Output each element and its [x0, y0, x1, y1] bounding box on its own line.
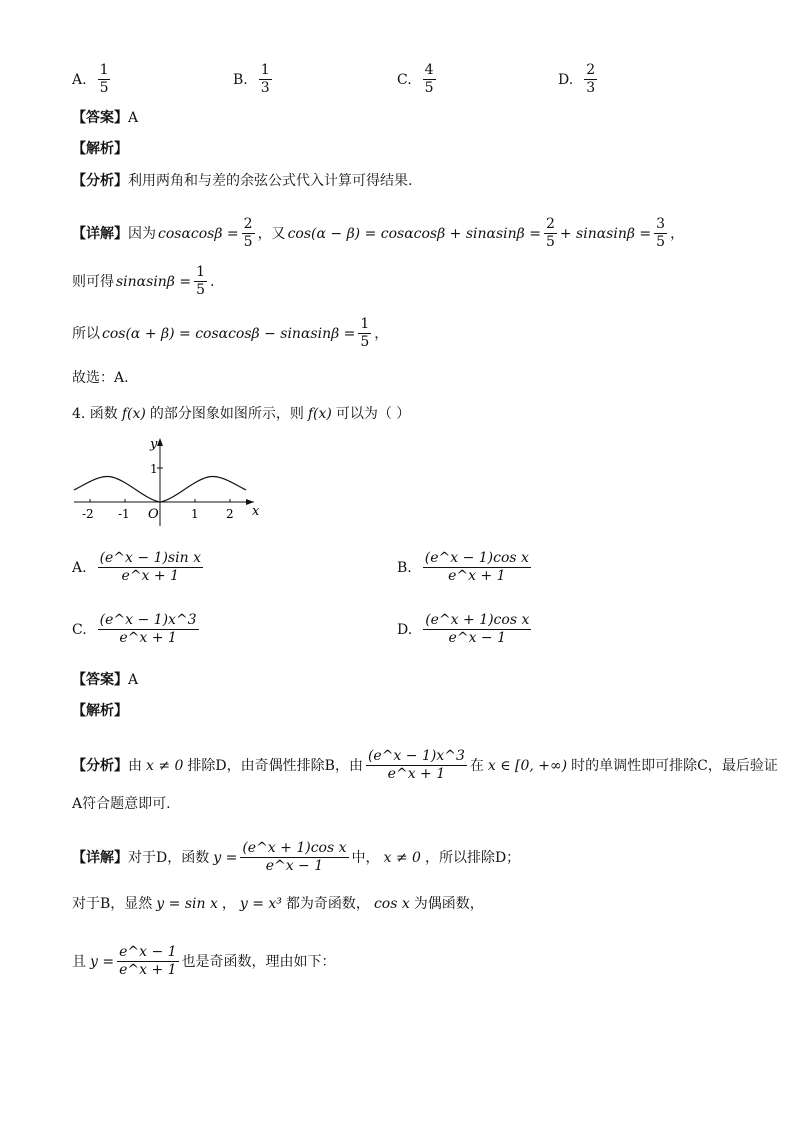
fenxi-tag: 【分析】 [72, 173, 128, 189]
y-tick-label: 1 [150, 462, 158, 476]
q4-detail-line-2 [72, 894, 484, 914]
fraction: $\frac{(e\^{}x - 1)x\^{}3}{e\^{}x + 1}$ [367, 748, 465, 782]
fenxi-text: 利用两角和与差的余弦公式代入计算可得结果. [128, 173, 413, 189]
q4-fenxi-line-2 [72, 794, 171, 814]
text: . [210, 273, 215, 290]
option-label: A. [72, 71, 87, 88]
formula: cos(α − β) = cosαcosβ + sinαsinβ = [287, 225, 541, 242]
fraction: $\frac{2}{5}$ [545, 216, 555, 250]
q4-option-c [72, 612, 202, 647]
q4-option-d [397, 612, 534, 647]
q3-detail-line-1 [72, 216, 684, 251]
fraction: $\frac{2}{5}$ [243, 216, 253, 250]
q3-fenxi-line [72, 171, 412, 191]
q4-option-b [397, 550, 534, 585]
option-fraction: $\frac{1}{3}$ [260, 62, 270, 96]
formula: sinαsinβ = [116, 273, 192, 290]
x-tick-label: -2 [82, 507, 94, 521]
text: ， [221, 896, 236, 912]
fenxi-tag: 【分析】 [72, 757, 128, 774]
option-label: B. [233, 71, 248, 88]
q4-analysis-heading [72, 701, 128, 721]
formula: cosαcosβ = [158, 225, 239, 242]
answer-value: A [128, 672, 139, 688]
x-tick-label: -1 [118, 507, 130, 521]
formula: y = sin x [156, 896, 218, 912]
text: ，又 [257, 225, 286, 242]
fraction: $\frac{1}{5}$ [196, 264, 206, 298]
option-label: B. [397, 559, 412, 576]
q3-option-a [72, 62, 113, 97]
formula: x ∈ [0, +∞) [487, 757, 568, 774]
text: 也是奇函数，理由如下： [181, 953, 336, 970]
text: 在 [469, 757, 484, 774]
option-label: A. [72, 559, 87, 576]
formula: f(x) [307, 406, 332, 422]
option-fraction: $\frac{(e\^{}x - 1)x\^{}3}{e\^{}x + 1}$ [99, 612, 197, 646]
text: 因为 [128, 225, 156, 242]
x-axis-label: x [252, 504, 260, 519]
option-fraction: $\frac{\text{(e\textasciicircum{}x + 1)cos x}}{e\^{}x - 1}$ [425, 612, 530, 646]
option-label: C. [72, 621, 87, 638]
q3-option-d [558, 62, 600, 97]
detail-tag: 【详解】 [72, 849, 128, 866]
conclusion-text: 故选：A. [72, 370, 129, 386]
q4-option-a [72, 550, 206, 585]
q3-option-b [233, 62, 275, 97]
option-fraction: $\frac{2}{3}$ [586, 62, 596, 96]
text: 的部分图象如图所示，则 [149, 406, 304, 422]
q4-fenxi-line-1 [72, 748, 778, 783]
text: 为偶函数， [413, 896, 484, 912]
q3-detail-line-2 [72, 264, 214, 299]
answer-tag: 【答案】 [72, 110, 128, 126]
q3-answer-line [72, 108, 138, 128]
formula: y = [90, 953, 115, 970]
fraction: $\frac{e\^{}x - 1}{e\^{}x + 1}$ [119, 944, 177, 978]
x-tick-label: 2 [226, 507, 234, 521]
text: ， [670, 225, 685, 242]
q4-stem [72, 404, 410, 424]
option-label: C. [397, 71, 412, 88]
q4-function-graph [66, 434, 266, 530]
text: 对于D，函数 [128, 849, 210, 866]
formula: + sinαsinβ = [559, 225, 652, 242]
x-tick-label: 1 [191, 507, 199, 521]
text: 可以为（ ） [335, 406, 411, 422]
option-label: D. [558, 71, 574, 88]
text: 都为奇函数， [285, 896, 370, 912]
option-fraction: $\frac{4}{5}$ [424, 62, 434, 96]
q4-detail-line-1 [72, 840, 520, 875]
q3-option-c [397, 62, 439, 97]
q3-conclusion [72, 368, 129, 388]
text: 且 [72, 953, 86, 970]
answer-tag: 【答案】 [72, 672, 128, 688]
formula: f(x) [121, 406, 146, 422]
text: 中， [351, 849, 380, 866]
fraction: $\frac{\text{(e\textasciicircum{}x + 1)cos x}}{e\^{}x - 1}$ [242, 840, 347, 874]
text: 则可得 [72, 273, 114, 290]
q3-analysis-heading [72, 139, 128, 159]
text: 所以 [72, 325, 100, 342]
option-label: D. [397, 621, 413, 638]
formula: y = x³ [239, 896, 282, 912]
formula: cos(α + β) = cosαcosβ − sinαsinβ = [102, 325, 356, 342]
analysis-tag: 【解析】 [72, 141, 128, 157]
formula: x ≠ 0 [146, 757, 184, 774]
text: A符合题意即可. [72, 796, 171, 812]
analysis-tag: 【解析】 [72, 703, 128, 719]
y-axis-label: y [150, 437, 158, 452]
option-fraction: $\frac{\text{(e\textasciicircum{}x − 1)cos x}}{e\^{}x + 1}$ [424, 550, 529, 584]
origin-label: O [148, 507, 159, 522]
text: 对于B，显然 [72, 896, 153, 912]
text: ， [374, 325, 389, 342]
formula: cos x [373, 896, 410, 912]
text: 排除D，由奇偶性排除B，由 [187, 757, 363, 774]
q3-detail-line-3 [72, 316, 388, 351]
fraction: $\frac{3}{5}$ [656, 216, 666, 250]
formula: x ≠ 0 [383, 849, 421, 866]
detail-tag: 【详解】 [72, 225, 128, 242]
option-fraction: $\frac{\text{(e\textasciicircum{}x − 1)sin x}}{e\^{}x + 1}$ [99, 550, 201, 584]
text: 时的单调性即可排除C，最后验证 [571, 757, 778, 774]
q4-detail-line-3 [72, 944, 336, 979]
text: 由 [128, 757, 142, 774]
fraction: $\frac{1}{5}$ [360, 316, 370, 350]
text: 4. 函数 [72, 406, 118, 422]
q4-answer-line [72, 670, 138, 690]
option-fraction: $\frac{1}{5}$ [99, 62, 109, 96]
y-axis-arrow-icon [157, 438, 163, 446]
text: ，所以排除D； [424, 849, 521, 866]
answer-value: A [128, 110, 139, 126]
formula: y = [213, 849, 238, 866]
